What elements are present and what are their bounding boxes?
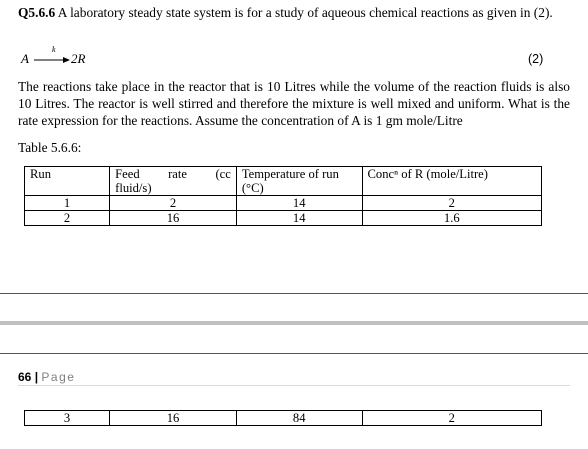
cell-run: 2: [25, 211, 110, 226]
header-temperature-units: (°C): [241, 181, 264, 195]
cell-run: 3: [25, 411, 110, 426]
cell-feed: 16: [110, 411, 237, 426]
question-intro: A laboratory steady state system is for a study of aqueous chemical reactions as given in (2).: [55, 5, 553, 20]
header-feed-word-1: Feed: [115, 167, 140, 181]
question-number: Q5.6.6: [18, 5, 56, 20]
rate-constant: k: [52, 45, 56, 54]
cell-temp: 84: [236, 411, 362, 426]
header-run: Run: [25, 167, 110, 196]
question-paragraph: The reactions take place in the reactor that is 10 Litres while the volume of the reaction fluids is also 10 Litres. The reactor is well stirred and therefore the mixture is well mixed and uniform. What is the rate expression for the reactions. Assume the concentration of A is 1 gm mole/Litre: [18, 79, 570, 128]
cell-conc: 2: [362, 196, 541, 211]
table-row: [25, 411, 542, 426]
cell-feed: 2: [110, 196, 237, 211]
header-feed-word-2: rate: [168, 167, 187, 181]
page-divider: [0, 353, 588, 354]
table-row: [25, 211, 542, 226]
header-temperature: [236, 167, 362, 196]
page-divider: [0, 293, 588, 294]
data-table: [24, 166, 542, 226]
header-feed-rate: [110, 167, 237, 196]
page-label: Page: [41, 370, 76, 384]
table-caption: Table 5.6.6:: [18, 140, 82, 155]
footer-separator: |: [31, 370, 42, 384]
cell-conc: 1.6: [362, 211, 541, 226]
page-footer: [18, 370, 75, 384]
cell-conc: 2: [362, 411, 541, 426]
equation-number: (2): [528, 52, 544, 66]
cell-run: 1: [25, 196, 110, 211]
cell-temp: 14: [236, 196, 362, 211]
header-concentration: Concⁿ of R (mole/Litre): [362, 167, 541, 196]
header-feed-units: fluid/s): [115, 181, 152, 195]
data-table-continued: [24, 410, 542, 426]
header-temperature-label: Temperature of run: [241, 167, 339, 181]
question-text: [18, 4, 570, 21]
reaction-equation: [21, 45, 86, 69]
product: 2R: [71, 51, 86, 66]
header-feed-word-3: (cc: [215, 167, 231, 181]
table-header-row: [25, 167, 542, 196]
table-row: [25, 196, 542, 211]
reactant: A: [21, 51, 29, 66]
footer-rule: [18, 385, 570, 386]
page-gap-bar: [0, 321, 588, 325]
cell-feed: 16: [110, 211, 237, 226]
cell-temp: 14: [236, 211, 362, 226]
page-number: 66: [18, 370, 32, 384]
